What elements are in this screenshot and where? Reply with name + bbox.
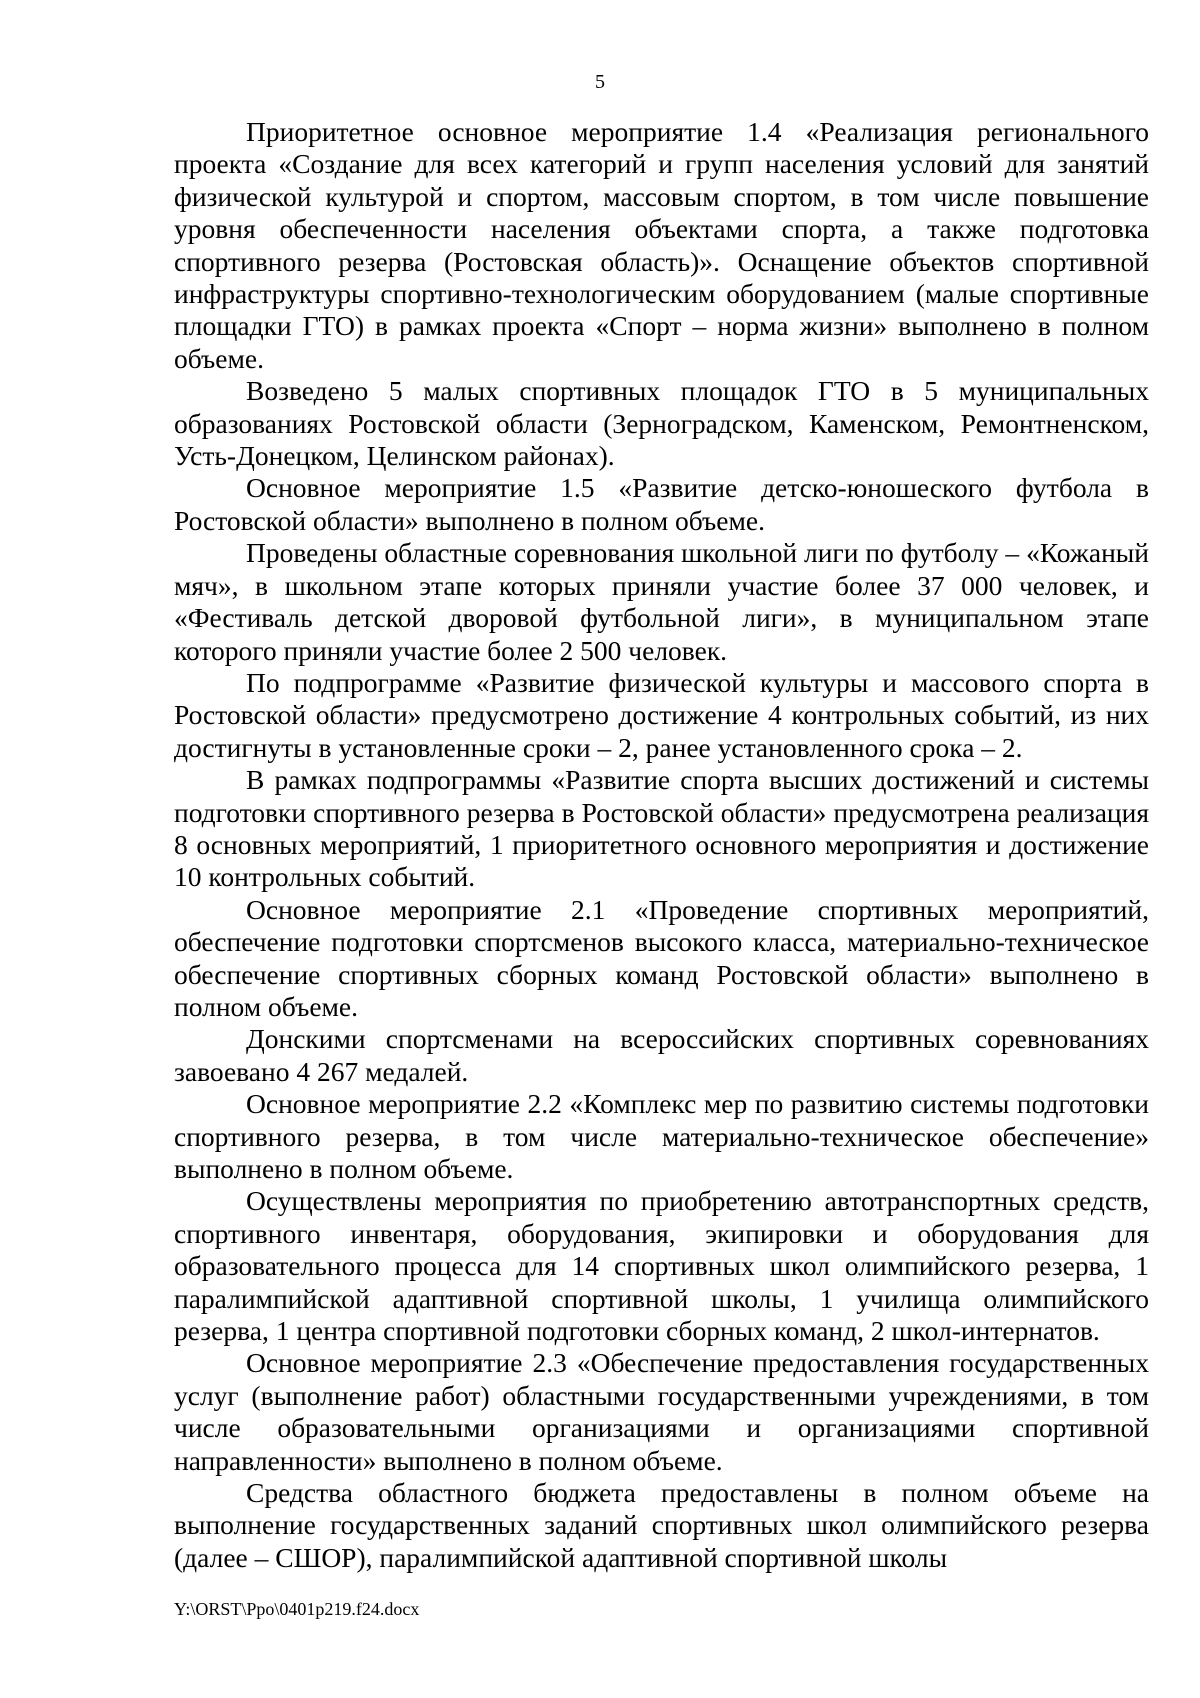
paragraph-11: Основное мероприятие 2.3 «Обеспечение предоставления государственных услуг (выполнение работ) областными государственными учреждениями, в том числе образовательными организациями и организациями спортивной направленности» выполнено в полном объеме. (174, 1347, 1149, 1476)
footer-file-path: Y:\ORST\Ppo\0401p219.f24.docx (174, 1599, 420, 1619)
paragraph-6: В рамках подпрограммы «Развитие спорта высших достижений и системы подготовки спортивного резерва в Ростовской области» предусмотрена реализация 8 основных мероприятий, 1 приоритетного основного мероприятия и достижение 10 контрольных событий. (174, 764, 1149, 893)
paragraph-7: Основное мероприятие 2.1 «Проведение спортивных мероприятий, обеспечение подготовки спортсменов высокого класса, материально-техническое обеспечение спортивных сборных команд Ростовской области» выполнено в полном объеме. (174, 893, 1149, 1022)
paragraph-8: Донскими спортсменами на всероссийских спортивных соревнованиях завоевано 4 267 медалей. (174, 1023, 1149, 1087)
paragraph-10: Осуществлены мероприятия по приобретению автотранспортных средств, спортивного инвентаря, оборудования, экипировки и оборудования для образовательного процесса для 14 спортивных школ олимпийского резерва, 1 паралимпийской адаптивной спортивной школы, 1 училища олимпийского резерва, 1 центра спортивной подготовки сборных команд, 2 школ-интернатов. (174, 1185, 1149, 1347)
paragraph-2: Возведено 5 малых спортивных площадок ГТО в 5 муниципальных образованиях Ростовской области (Зерноградском, Каменском, Ремонтненском, Усть-Донецком, Целинском районах). (174, 375, 1149, 472)
paragraph-4: Проведены областные соревнования школьной лиги по футболу – «Кожаный мяч», в школьном этапе которых приняли участие более 37 000 человек, и «Фестиваль детской дворовой футбольной лиги», в муниципальном этапе которого приняли участие более 2 500 человек. (174, 537, 1149, 666)
paragraph-1: Приоритетное основное мероприятие 1.4 «Реализация регионального проекта «Создание для всех категорий и групп населения условий для занятий физической культурой и спортом, массовым спортом, в том числе повышение уровня обеспеченности населения объектами спорта, а также подготовка спортивного резерва (Ростовская область)». Оснащение объектов спортивной инфраструктуры спортивно-технологическим оборудованием (малые спортивные площадки ГТО) в рамках проекта «Спорт – норма жизни» выполнено в полном объеме. (174, 116, 1149, 374)
page-number: 5 (595, 71, 605, 93)
paragraph-5: По подпрограмме «Развитие физической культуры и массового спорта в Ростовской области» предусмотрено достижение 4 контрольных событий, из них достигнуты в установленные сроки – 2, ранее установленного срока – 2. (174, 666, 1149, 763)
document-body (174, 116, 1149, 1574)
paragraph-12: Средства областного бюджета предоставлены в полном объеме на выполнение государственных заданий спортивных школ олимпийского резерва (далее – СШОР), паралимпийской адаптивной спортивной школы (174, 1477, 1149, 1573)
paragraph-3: Основное мероприятие 1.5 «Развитие детско-юношеского футбола в Ростовской области» выполнено в полном объеме. (174, 472, 1149, 536)
paragraph-9: Основное мероприятие 2.2 «Комплекс мер по развитию системы подготовки спортивного резерва, в том числе материально-техническое обеспечение» выполнено в полном объеме. (174, 1088, 1149, 1184)
